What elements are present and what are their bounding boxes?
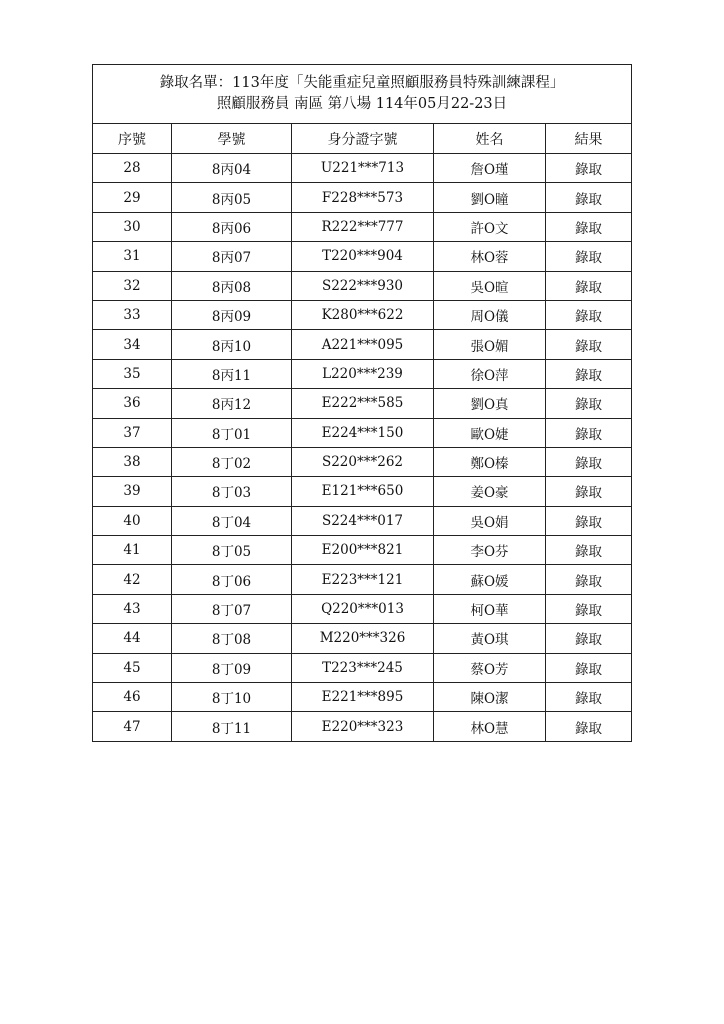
table-row bbox=[93, 712, 632, 741]
cell-student-id: 8丙08 bbox=[172, 271, 292, 300]
cell-no: 36 bbox=[93, 389, 172, 418]
cell-national-id: K280***622 bbox=[292, 300, 434, 329]
cell-no: 29 bbox=[93, 183, 172, 212]
table-row bbox=[93, 154, 632, 183]
table-row bbox=[93, 389, 632, 418]
table-row bbox=[93, 212, 632, 241]
cell-name: 周O儀 bbox=[434, 300, 546, 329]
cell-no: 47 bbox=[93, 712, 172, 741]
cell-name: 蔡O芳 bbox=[434, 653, 546, 682]
cell-no: 46 bbox=[93, 683, 172, 712]
cell-name: 鄭O榛 bbox=[434, 447, 546, 476]
cell-national-id: T220***904 bbox=[292, 242, 434, 271]
table-row bbox=[93, 447, 632, 476]
cell-result: 錄取 bbox=[546, 183, 632, 212]
table-row bbox=[93, 418, 632, 447]
cell-no: 30 bbox=[93, 212, 172, 241]
cell-national-id: U221***713 bbox=[292, 154, 434, 183]
cell-name: 蘇O媛 bbox=[434, 565, 546, 594]
cell-national-id: E223***121 bbox=[292, 565, 434, 594]
cell-result: 錄取 bbox=[546, 712, 632, 741]
cell-student-id: 8丙11 bbox=[172, 359, 292, 388]
cell-name: 林O慧 bbox=[434, 712, 546, 741]
column-header-name: 姓名 bbox=[434, 124, 546, 154]
cell-name: 吳O娟 bbox=[434, 506, 546, 535]
cell-name: 陳O潔 bbox=[434, 683, 546, 712]
cell-student-id: 8丁05 bbox=[172, 536, 292, 565]
column-header-no: 序號 bbox=[93, 124, 172, 154]
cell-name: 劉O瞳 bbox=[434, 183, 546, 212]
cell-name: 歐O婕 bbox=[434, 418, 546, 447]
cell-student-id: 8丙09 bbox=[172, 300, 292, 329]
table-row bbox=[93, 359, 632, 388]
admission-list-table bbox=[92, 64, 632, 742]
cell-student-id: 8丁06 bbox=[172, 565, 292, 594]
cell-national-id: Q220***013 bbox=[292, 594, 434, 623]
table-row bbox=[93, 594, 632, 623]
cell-national-id: E222***585 bbox=[292, 389, 434, 418]
cell-result: 錄取 bbox=[546, 330, 632, 359]
cell-student-id: 8丁03 bbox=[172, 477, 292, 506]
cell-student-id: 8丙07 bbox=[172, 242, 292, 271]
table-row bbox=[93, 300, 632, 329]
cell-no: 28 bbox=[93, 154, 172, 183]
cell-student-id: 8丁04 bbox=[172, 506, 292, 535]
cell-student-id: 8丁11 bbox=[172, 712, 292, 741]
cell-result: 錄取 bbox=[546, 624, 632, 653]
cell-student-id: 8丁01 bbox=[172, 418, 292, 447]
cell-national-id: L220***239 bbox=[292, 359, 434, 388]
cell-student-id: 8丙10 bbox=[172, 330, 292, 359]
table-row bbox=[93, 536, 632, 565]
cell-result: 錄取 bbox=[546, 506, 632, 535]
cell-name: 吳O暄 bbox=[434, 271, 546, 300]
cell-national-id: F228***573 bbox=[292, 183, 434, 212]
cell-student-id: 8丁10 bbox=[172, 683, 292, 712]
cell-no: 44 bbox=[93, 624, 172, 653]
cell-national-id: S220***262 bbox=[292, 447, 434, 476]
column-header-row bbox=[93, 124, 632, 154]
column-header-student-id: 學號 bbox=[172, 124, 292, 154]
cell-result: 錄取 bbox=[546, 154, 632, 183]
cell-result: 錄取 bbox=[546, 212, 632, 241]
table-row bbox=[93, 242, 632, 271]
cell-no: 31 bbox=[93, 242, 172, 271]
cell-student-id: 8丁02 bbox=[172, 447, 292, 476]
cell-name: 柯O華 bbox=[434, 594, 546, 623]
cell-result: 錄取 bbox=[546, 653, 632, 682]
cell-no: 42 bbox=[93, 565, 172, 594]
cell-result: 錄取 bbox=[546, 447, 632, 476]
cell-student-id: 8丁08 bbox=[172, 624, 292, 653]
cell-no: 35 bbox=[93, 359, 172, 388]
cell-no: 40 bbox=[93, 506, 172, 535]
cell-national-id: T223***245 bbox=[292, 653, 434, 682]
title-line-1: 錄取名單：113年度「失能重症兒童照顧服務員特殊訓練課程」 bbox=[159, 75, 565, 91]
cell-student-id: 8丙12 bbox=[172, 389, 292, 418]
table-body bbox=[93, 154, 632, 742]
cell-national-id: E220***323 bbox=[292, 712, 434, 741]
cell-name: 張O媚 bbox=[434, 330, 546, 359]
table-row bbox=[93, 271, 632, 300]
cell-student-id: 8丙04 bbox=[172, 154, 292, 183]
title-line-2: 照顧服務員 南區 第八場 114年05月22-23日 bbox=[216, 96, 508, 112]
cell-national-id: R222***777 bbox=[292, 212, 434, 241]
cell-student-id: 8丁07 bbox=[172, 594, 292, 623]
table-row bbox=[93, 624, 632, 653]
table-row bbox=[93, 183, 632, 212]
cell-result: 錄取 bbox=[546, 536, 632, 565]
cell-no: 39 bbox=[93, 477, 172, 506]
cell-result: 錄取 bbox=[546, 389, 632, 418]
cell-name: 許O文 bbox=[434, 212, 546, 241]
table-row bbox=[93, 506, 632, 535]
cell-no: 38 bbox=[93, 447, 172, 476]
cell-result: 錄取 bbox=[546, 683, 632, 712]
cell-result: 錄取 bbox=[546, 594, 632, 623]
cell-student-id: 8丙05 bbox=[172, 183, 292, 212]
cell-national-id: E221***895 bbox=[292, 683, 434, 712]
cell-name: 劉O真 bbox=[434, 389, 546, 418]
cell-national-id: E200***821 bbox=[292, 536, 434, 565]
cell-name: 詹O瑾 bbox=[434, 154, 546, 183]
cell-result: 錄取 bbox=[546, 477, 632, 506]
cell-no: 32 bbox=[93, 271, 172, 300]
cell-national-id: M220***326 bbox=[292, 624, 434, 653]
cell-name: 林O蓉 bbox=[434, 242, 546, 271]
cell-name: 姜O豪 bbox=[434, 477, 546, 506]
table-row bbox=[93, 330, 632, 359]
cell-result: 錄取 bbox=[546, 300, 632, 329]
cell-no: 41 bbox=[93, 536, 172, 565]
table-row bbox=[93, 683, 632, 712]
table-row bbox=[93, 477, 632, 506]
cell-result: 錄取 bbox=[546, 418, 632, 447]
column-header-national-id: 身分證字號 bbox=[292, 124, 434, 154]
cell-national-id: E121***650 bbox=[292, 477, 434, 506]
cell-name: 李O芬 bbox=[434, 536, 546, 565]
cell-result: 錄取 bbox=[546, 271, 632, 300]
cell-national-id: E224***150 bbox=[292, 418, 434, 447]
cell-no: 43 bbox=[93, 594, 172, 623]
cell-no: 37 bbox=[93, 418, 172, 447]
cell-result: 錄取 bbox=[546, 565, 632, 594]
cell-national-id: S224***017 bbox=[292, 506, 434, 535]
cell-name: 徐O萍 bbox=[434, 359, 546, 388]
cell-student-id: 8丙06 bbox=[172, 212, 292, 241]
cell-student-id: 8丁09 bbox=[172, 653, 292, 682]
cell-national-id: A221***095 bbox=[292, 330, 434, 359]
title-row bbox=[93, 65, 632, 124]
column-header-result: 結果 bbox=[546, 124, 632, 154]
cell-no: 45 bbox=[93, 653, 172, 682]
table-row bbox=[93, 653, 632, 682]
cell-national-id: S222***930 bbox=[292, 271, 434, 300]
table-row bbox=[93, 565, 632, 594]
cell-name: 黃O琪 bbox=[434, 624, 546, 653]
cell-no: 34 bbox=[93, 330, 172, 359]
document-title bbox=[93, 65, 632, 124]
cell-no: 33 bbox=[93, 300, 172, 329]
cell-result: 錄取 bbox=[546, 359, 632, 388]
cell-result: 錄取 bbox=[546, 242, 632, 271]
